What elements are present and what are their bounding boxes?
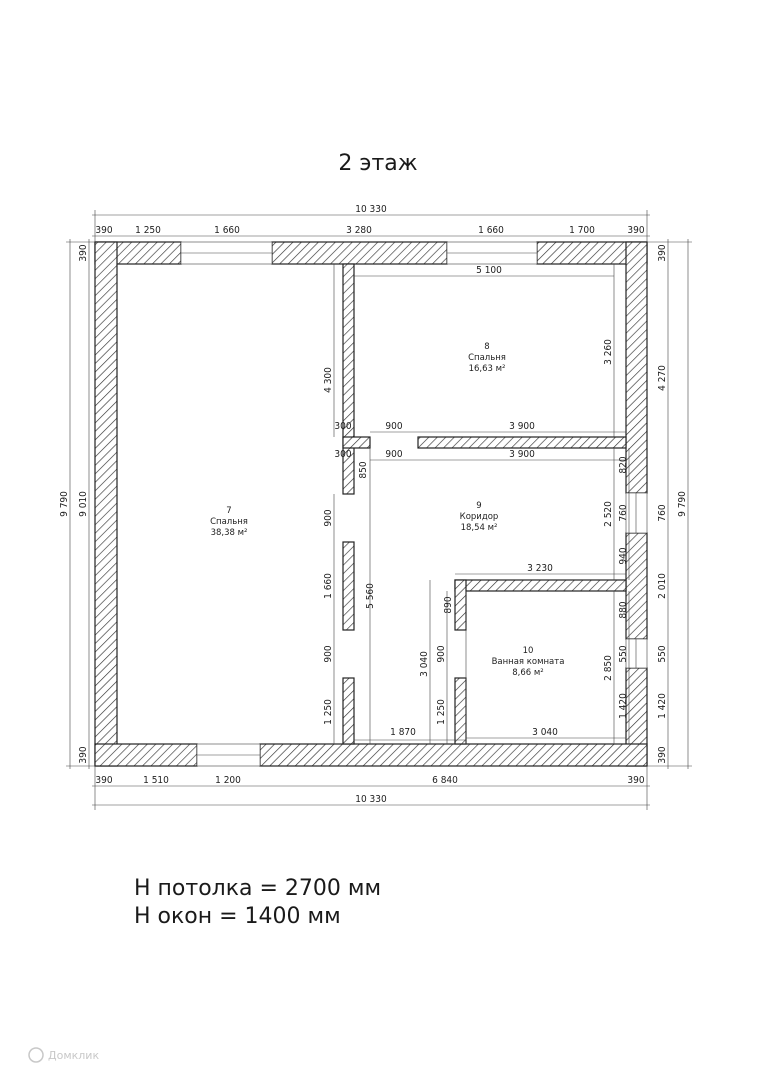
dim-top-390-l: 390 [95, 225, 113, 236]
dim-right-760: 760 [657, 504, 668, 522]
room-8-label [468, 342, 506, 374]
dim-right-4270: 4 270 [657, 365, 668, 391]
dim-right-2010: 2 010 [657, 573, 668, 599]
dim-bot-390-r: 390 [627, 775, 645, 786]
dim-right-390-t: 390 [657, 244, 668, 262]
dim-top-1660-b: 1 660 [478, 225, 504, 236]
dim-bot-1200: 1 200 [215, 775, 241, 786]
dim-right-550: 550 [657, 645, 668, 663]
dim-880: 880 [618, 601, 629, 619]
svg-text:8: 8 [484, 342, 490, 352]
watermark [29, 1048, 99, 1062]
wall-bath-left-top [455, 580, 466, 630]
room-7-label [210, 506, 248, 538]
window-height-note: Н окон = 1400 мм [134, 904, 341, 929]
dim-bot-1510: 1 510 [143, 775, 169, 786]
dim-2520: 2 520 [603, 501, 614, 527]
dim-890: 890 [443, 596, 454, 614]
logo-icon [29, 1048, 43, 1062]
dim-820: 820 [618, 456, 629, 474]
dim-r8-width: 5 100 [476, 265, 502, 276]
dim-b550: 550 [618, 645, 629, 663]
outer-dimension-lines [66, 210, 692, 810]
dim-300-a: 300 [334, 421, 352, 432]
wall-bottom-2 [260, 744, 647, 766]
dim-right-390-b: 390 [657, 746, 668, 764]
dim-1660: 1 660 [323, 573, 334, 599]
svg-text:10: 10 [522, 646, 534, 656]
svg-text:16,63 м²: 16,63 м² [468, 364, 506, 374]
dim-3230: 3 230 [527, 563, 553, 574]
dim-900-a: 900 [385, 421, 403, 432]
dim-left-total: 9 790 [59, 491, 70, 517]
svg-text:7: 7 [226, 506, 232, 516]
plan-title: 2 этаж [338, 151, 418, 176]
wall-room7-right-bottom [343, 678, 354, 744]
dim-900-b: 900 [385, 449, 403, 460]
dim-door-900-2: 900 [323, 645, 334, 663]
dim-r8-height: 3 260 [603, 339, 614, 365]
dim-b1250: 1 250 [436, 699, 447, 725]
svg-text:Спальня: Спальня [468, 353, 506, 363]
outer-walls [95, 242, 647, 766]
wall-room8-bottom [418, 437, 626, 448]
wall-bath-left-bottom [455, 678, 466, 744]
dim-1870: 1 870 [390, 727, 416, 738]
dim-right-1420: 1 420 [657, 693, 668, 719]
dim-3040-v: 3 040 [419, 651, 430, 677]
svg-text:38,38 м²: 38,38 м² [210, 528, 248, 538]
dim-300-b: 300 [334, 449, 352, 460]
dim-wall-4300: 4 300 [323, 367, 334, 393]
wall-stub-300 [343, 437, 370, 448]
dim-3900-b: 3 900 [509, 449, 535, 460]
dim-top-1700: 1 700 [569, 225, 595, 236]
svg-text:Спальня: Спальня [210, 517, 248, 527]
dim-left-inner: 9 010 [78, 491, 89, 517]
wall-bath-top [455, 580, 626, 591]
svg-text:18,54 м²: 18,54 м² [460, 523, 498, 533]
dim-left-390-b: 390 [78, 746, 89, 764]
watermark-text: Домклик [48, 1049, 100, 1062]
dim-b900: 900 [436, 645, 447, 663]
wall-left [95, 242, 117, 766]
wall-top-2 [272, 242, 447, 264]
dim-5560: 5 560 [365, 583, 376, 609]
dim-3040-h: 3 040 [532, 727, 558, 738]
dim-2850: 2 850 [603, 655, 614, 681]
svg-text:Коридор: Коридор [459, 512, 499, 522]
room-9-label [460, 501, 499, 533]
dim-top-total: 10 330 [355, 204, 387, 215]
dim-bot-total: 10 330 [355, 794, 387, 805]
svg-text:8,66 м²: 8,66 м² [512, 668, 544, 678]
dim-right-total: 9 790 [677, 491, 688, 517]
dim-top-1250: 1 250 [135, 225, 161, 236]
dim-top-3280: 3 280 [346, 225, 372, 236]
svg-text:Ванная комната: Ванная комната [491, 657, 565, 667]
dim-3900-a: 3 900 [509, 421, 535, 432]
interior-walls [343, 264, 626, 744]
dim-top-1660-a: 1 660 [214, 225, 240, 236]
dim-850: 850 [358, 461, 369, 479]
dim-top-390-r: 390 [627, 225, 645, 236]
svg-text:9: 9 [476, 501, 482, 511]
dim-bot-390-l: 390 [95, 775, 113, 786]
wall-bottom-1 [95, 744, 197, 766]
room-10-label [492, 646, 565, 678]
windows [181, 242, 647, 766]
ceiling-height-note: Н потолка = 2700 мм [134, 876, 382, 901]
dim-b1420: 1 420 [618, 693, 629, 719]
wall-room7-right-mid [343, 542, 354, 630]
dim-bot-6840: 6 840 [432, 775, 458, 786]
dim-left-390-t: 390 [78, 244, 89, 262]
dim-940: 940 [618, 547, 629, 565]
dim-1250-l: 1 250 [323, 699, 334, 725]
dim-door-900-1: 900 [323, 509, 334, 527]
dim-760: 760 [618, 504, 629, 522]
